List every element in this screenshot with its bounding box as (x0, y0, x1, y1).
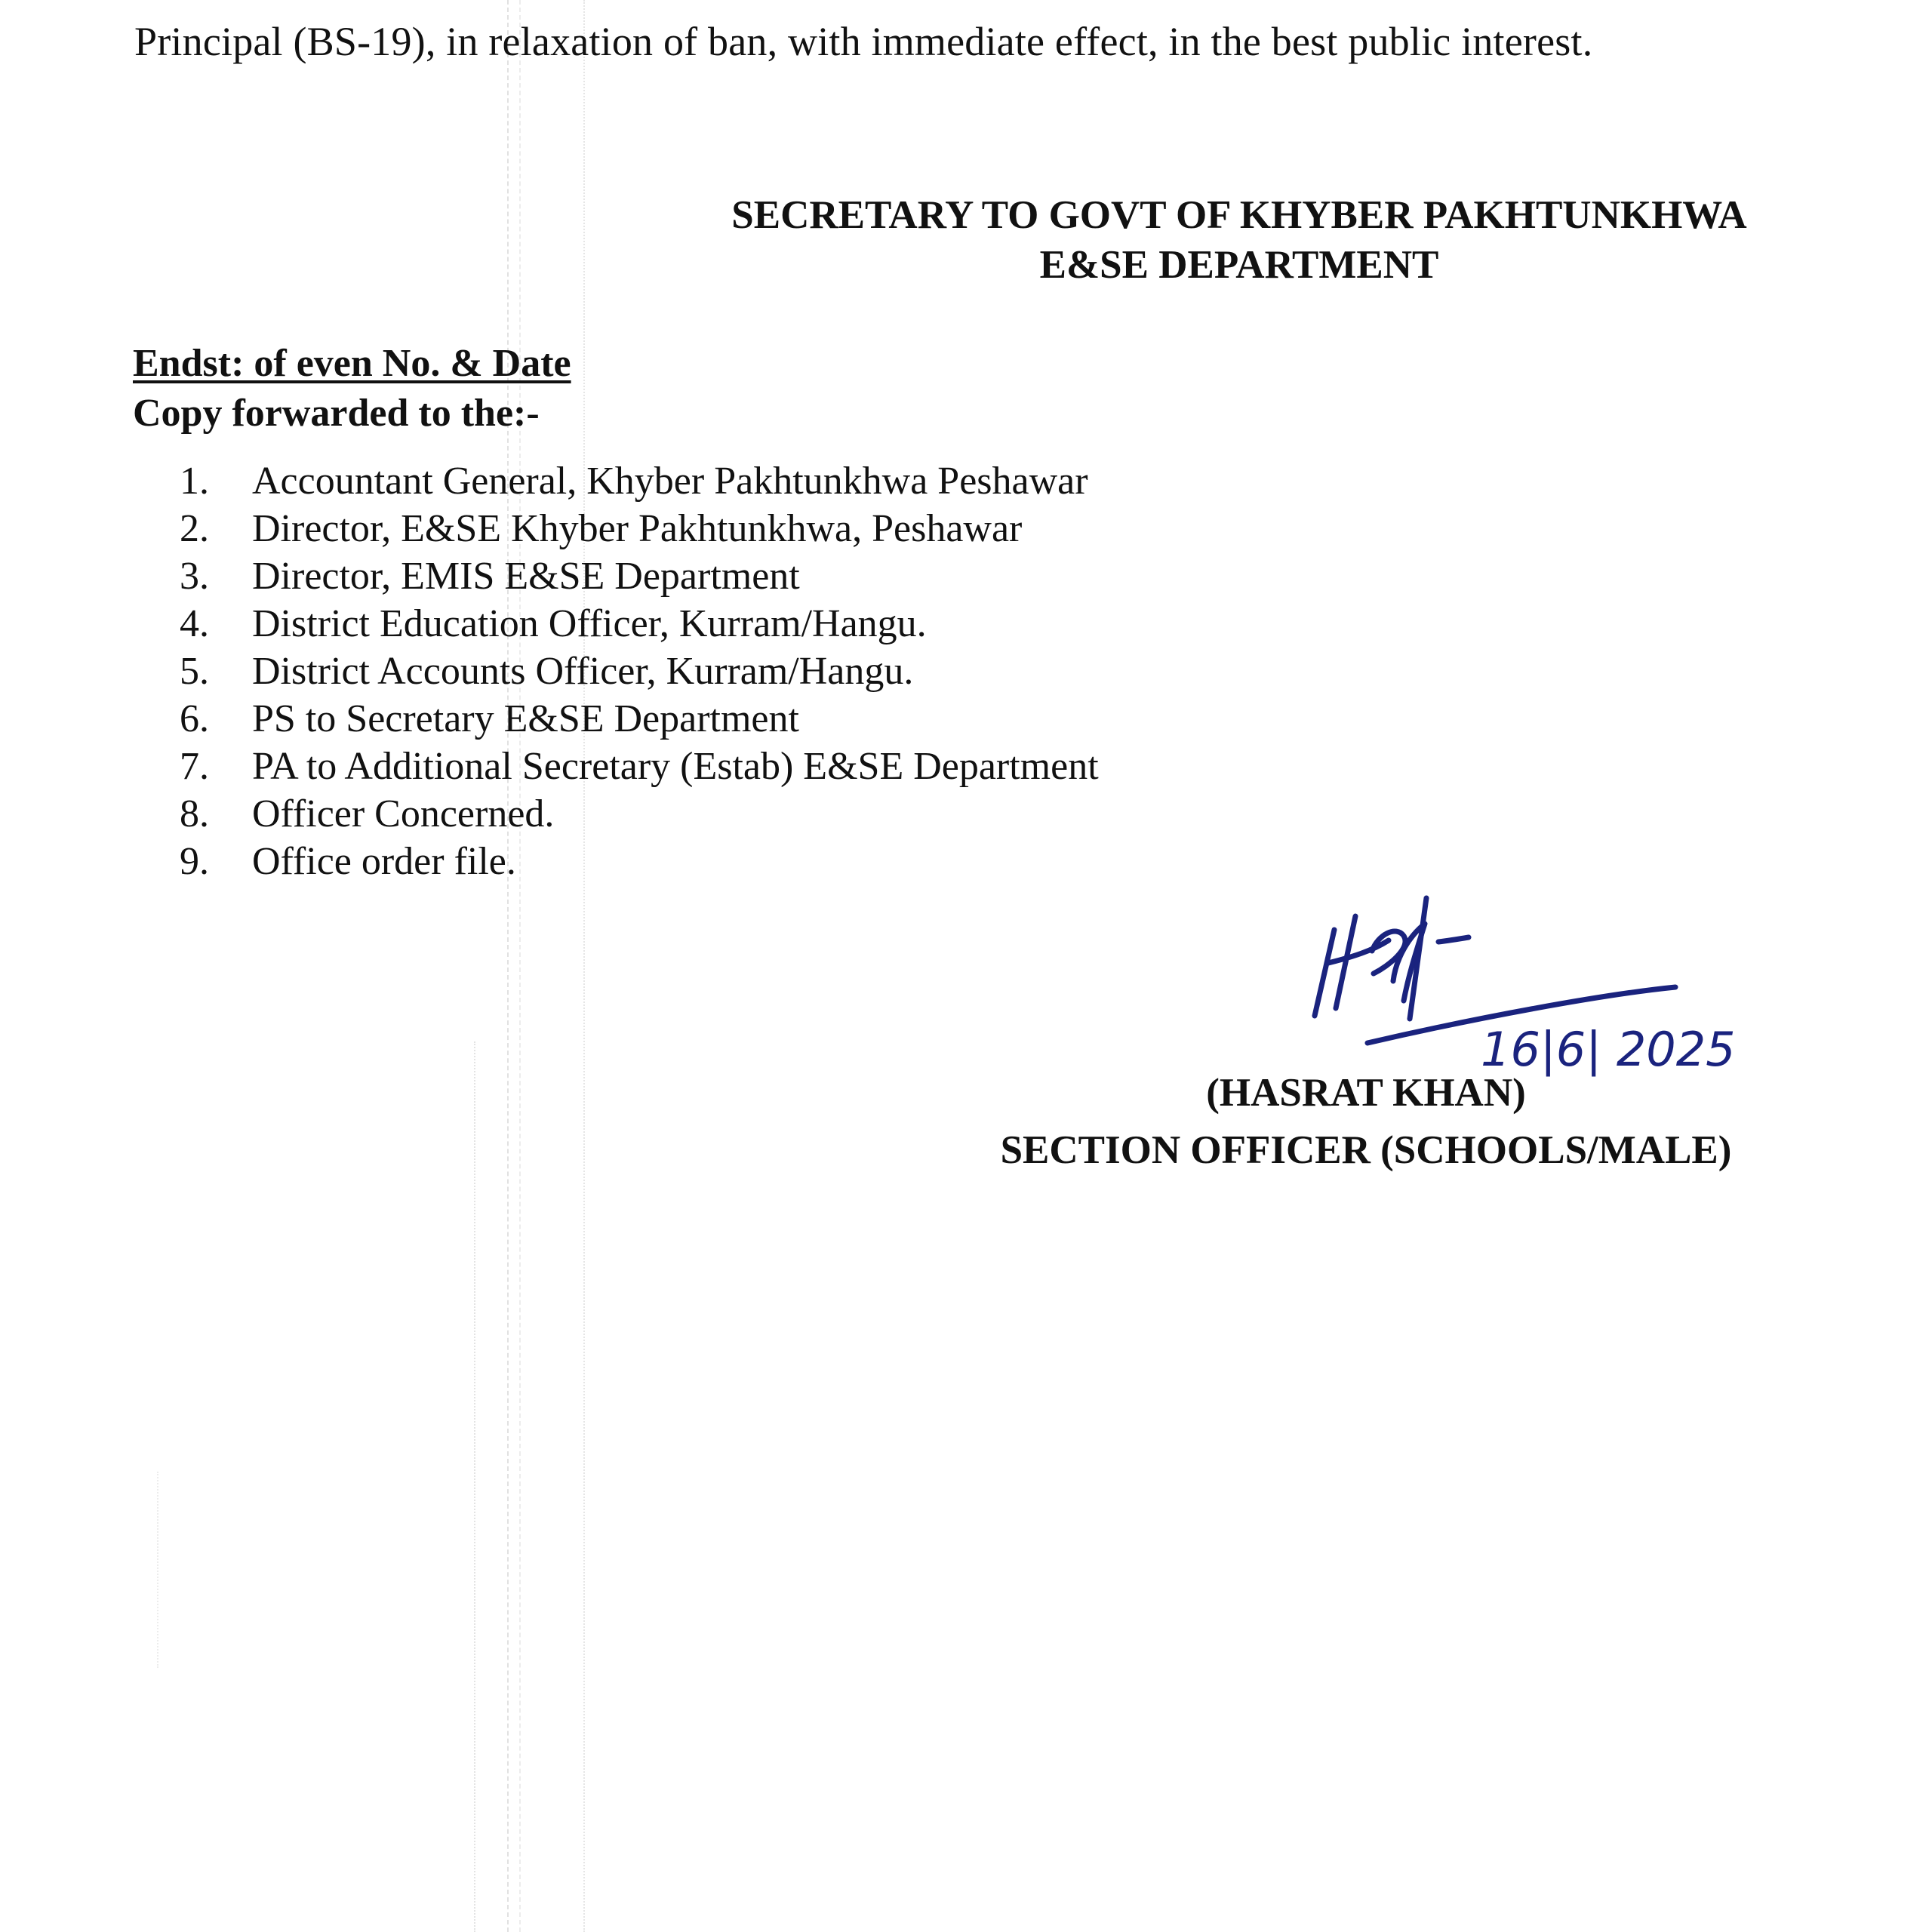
item-text: Office order file. (252, 840, 516, 883)
copy-forwarded-heading: Copy forwarded to the:- (133, 392, 540, 435)
endorsement-heading: Endst: of even No. & Date (133, 342, 571, 385)
item-number: 7. (180, 745, 209, 788)
list-item (180, 600, 1099, 648)
authority-title: SECRETARY TO GOVT OF KHYBER PAKHTUNKHWA (731, 193, 1747, 237)
signature-date: 16|6| 2025 (1481, 1022, 1736, 1077)
item-number: 8. (180, 792, 209, 835)
item-number: 3. (180, 555, 209, 598)
intro-paragraph: Principal (BS-19), in relaxation of ban, with immediate effect, in the best public interest. (134, 19, 1593, 64)
item-text: District Education Officer, Kurram/Hangu. (252, 602, 927, 645)
item-number: 9. (180, 840, 209, 883)
list-item (180, 457, 1099, 505)
issuing-authority (688, 190, 1790, 290)
signatory-name: (HASRAT KHAN) (1206, 1071, 1526, 1115)
scan-fold-line (157, 1472, 158, 1668)
list-item (180, 743, 1099, 790)
item-number: 2. (180, 507, 209, 550)
item-text: PA to Additional Secretary (Estab) E&SE Department (252, 745, 1099, 788)
handwritten-signature (1283, 868, 1811, 1079)
authority-department: E&SE DEPARTMENT (1039, 243, 1439, 287)
item-text: Director, E&SE Khyber Pakhtunkhwa, Peshawar (252, 507, 1023, 550)
list-item (180, 790, 1099, 838)
scan-fold-line (474, 1041, 475, 1932)
list-item (180, 695, 1099, 743)
item-text: Director, EMIS E&SE Department (252, 555, 800, 598)
item-text: PS to Secretary E&SE Department (252, 697, 799, 740)
list-item (180, 505, 1099, 552)
item-number: 1. (180, 460, 209, 503)
item-text: Officer Concerned. (252, 792, 555, 835)
item-text: District Accounts Officer, Kurram/Hangu. (252, 650, 914, 693)
signatory-block (966, 1064, 1766, 1179)
item-number: 5. (180, 650, 209, 693)
list-item (180, 552, 1099, 600)
recipient-list (180, 457, 1099, 885)
signatory-designation: SECTION OFFICER (SCHOOLS/MALE) (1000, 1128, 1732, 1172)
scan-fold-line (519, 0, 521, 1932)
list-item (180, 648, 1099, 695)
scan-fold-line (583, 0, 585, 1932)
item-number: 6. (180, 697, 209, 740)
scan-fold-line (507, 0, 509, 1932)
item-number: 4. (180, 602, 209, 645)
list-item (180, 838, 1099, 885)
item-text: Accountant General, Khyber Pakhtunkhwa Peshawar (252, 460, 1088, 503)
